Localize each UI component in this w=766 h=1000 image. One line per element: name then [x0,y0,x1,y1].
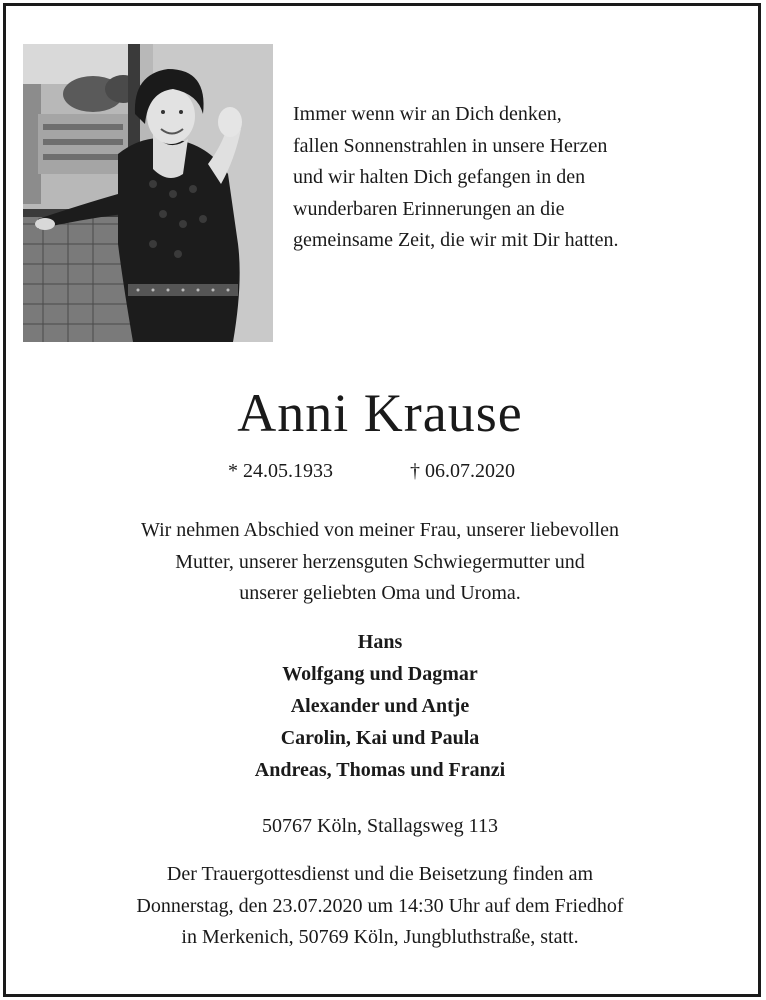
farewell-line: Wir nehmen Abschied von meiner Frau, unserer liebevollen [141,519,619,541]
poem-line: und wir halten Dich gefangen in den [293,166,586,188]
mourners-list [0,626,760,786]
address-text: 50767 Köln, Stallagsweg 113 [262,815,498,837]
poem-text [293,99,743,257]
funeral-line: Donnerstag, den 23.07.2020 um 14:30 Uhr auf dem Friedhof [136,894,624,917]
poem-line: Immer wenn wir an Dich denken, [293,103,562,125]
death-date: † 06.07.2020 [410,460,515,482]
portrait-photo [23,44,273,342]
mourner-name: Wolfgang und Dagmar [282,663,478,685]
farewell-line: unserer geliebten Oma und Uroma. [239,582,521,604]
funeral-line: in Merkenich, 50769 Köln, Jungbluthstraße, statt. [181,926,579,948]
funeral-info [0,859,760,954]
farewell-line: Mutter, unserer herzensguten Schwiegermutter und [175,550,585,573]
farewell-text [0,515,760,610]
poem-line: gemeinsame Zeit, die wir mit Dir hatten. [293,229,619,251]
poem-line: wunderbaren Erinnerungen an die [293,197,565,220]
mourner-name: Carolin, Kai und Paula [280,727,480,749]
portrait-illustration [23,44,273,342]
mourner-name: Hans [357,631,403,653]
mourner-name: Andreas, Thomas und Franzi [254,759,506,781]
deceased-name: Anni Krause [237,383,523,443]
poem-line: fallen Sonnenstrahlen in unsere Herzen [293,134,608,157]
birth-date: * 24.05.1933 [228,460,333,482]
mourner-name: Alexander und Antje [290,695,470,717]
funeral-line: Der Trauergottesdienst und die Beisetzung finden am [166,863,594,885]
